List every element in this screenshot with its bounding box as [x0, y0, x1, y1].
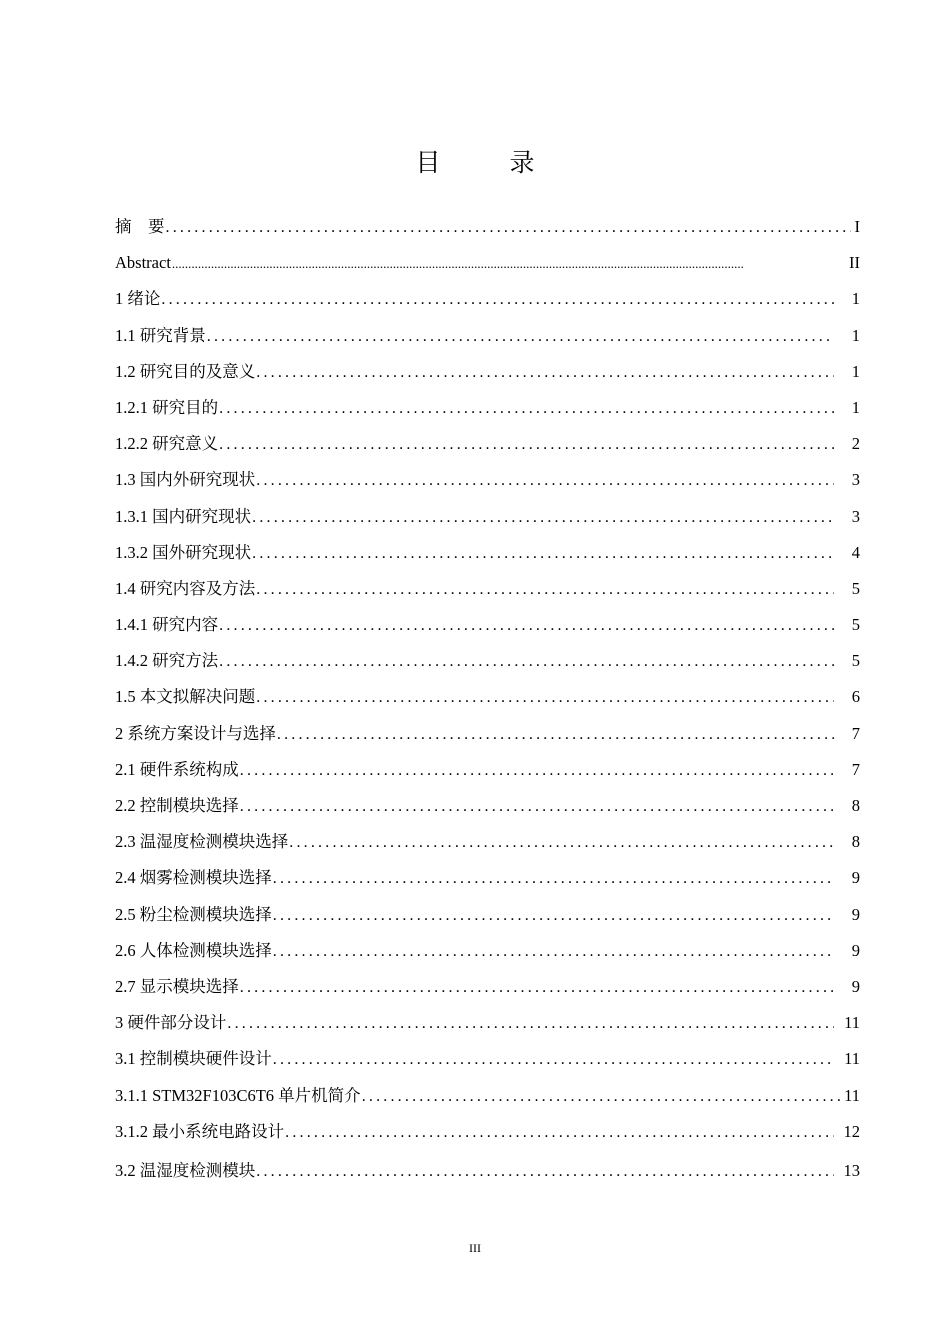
toc-entry-1-4-1[interactable]	[115, 611, 860, 647]
toc-entry-1-2-2[interactable]	[115, 430, 860, 466]
toc-leader-dots	[256, 359, 834, 387]
toc-entry-label: 1.4.1 研究内容	[115, 615, 219, 635]
toc-entry-label: 3 硬件部分设计	[115, 1013, 227, 1033]
toc-leader-dots	[219, 648, 834, 676]
toc-entry-2-2[interactable]	[115, 792, 860, 828]
toc-entry-2-6[interactable]	[115, 937, 860, 973]
toc-entry-label: 1.2.1 研究目的	[115, 397, 219, 417]
toc-entry-page: 1	[851, 325, 860, 345]
toc-leader-dots	[219, 431, 834, 459]
toc-entry-chapter-2[interactable]	[115, 720, 860, 756]
toc-entry-label: 1.1 研究背景	[115, 325, 206, 345]
toc-entry-2-1[interactable]	[115, 756, 860, 792]
toc-entry-1-5[interactable]	[115, 683, 860, 719]
toc-entry-page: 5	[851, 651, 860, 671]
toc-entry-label: Abstract	[115, 253, 171, 273]
toc-leader-dots	[273, 1046, 834, 1074]
toc-entry-label: 3.1.1 STM32F103C6T6 单片机简介	[115, 1085, 361, 1105]
toc-entry-abstract-cn[interactable]	[115, 213, 860, 249]
toc-entry-page: 8	[851, 796, 860, 815]
toc-leader-dots	[289, 829, 834, 857]
toc-entry-2-7[interactable]	[115, 973, 860, 1009]
toc-entry-page: 5	[851, 615, 860, 635]
toc-leader-dots	[273, 938, 834, 966]
toc-entry-label: 3.1.2 最小系统电路设计	[115, 1121, 285, 1141]
toc-entry-2-4[interactable]	[115, 864, 860, 900]
toc-entry-label: 3.2 温湿度检测模块	[115, 1160, 256, 1180]
toc-entry-page: 3	[851, 470, 860, 490]
toc-leader-dots	[252, 504, 834, 532]
toc-leader-dots	[273, 902, 834, 930]
toc-entry-3-1-2[interactable]	[115, 1118, 860, 1154]
toc-leader-dots	[166, 214, 851, 242]
toc-entry-label: 2 系统方案设计与选择	[115, 723, 276, 743]
toc-entry-3-1-1[interactable]	[115, 1082, 860, 1118]
toc-leader-dots	[256, 684, 834, 712]
toc-leader-dots	[256, 576, 834, 604]
toc-entry-1-3-2[interactable]	[115, 539, 860, 575]
toc-entry-label: 1 绪论	[115, 289, 161, 309]
toc-entry-page: I	[854, 217, 860, 236]
toc-entry-page: 4	[851, 542, 860, 562]
toc-leader-dots	[240, 974, 834, 1002]
toc-entry-2-5[interactable]	[115, 901, 860, 937]
toc-leader-dots	[219, 612, 834, 640]
toc-entry-page: 3	[851, 506, 860, 526]
toc-leader-dots	[161, 286, 834, 314]
toc-entry-3-1[interactable]	[115, 1045, 860, 1081]
toc-entry-page: 5	[851, 578, 860, 598]
toc-leader-dots	[227, 1010, 834, 1038]
toc-entry-page: 12	[843, 1121, 860, 1141]
toc-entry-3-2[interactable]	[115, 1157, 860, 1193]
toc-entry-label: 2.3 温湿度检测模块选择	[115, 832, 289, 852]
page-title: 目 录	[415, 148, 557, 177]
toc-entry-page: 9	[851, 940, 860, 960]
toc-entry-page: 9	[851, 868, 860, 888]
toc-entry-page: 7	[851, 723, 860, 743]
toc-entry-page: 1	[851, 361, 860, 381]
toc-entry-page: 13	[843, 1160, 860, 1180]
toc-leader-dots	[285, 1119, 834, 1147]
table-of-contents	[115, 213, 860, 1193]
toc-entry-page: 9	[851, 904, 860, 924]
toc-entry-page: 8	[851, 832, 860, 852]
toc-leader-dots	[219, 395, 834, 423]
toc-entry-page: 11	[844, 1085, 860, 1105]
toc-entry-page: 1	[851, 397, 860, 417]
toc-entry-label: 1.2 研究目的及意义	[115, 361, 256, 381]
toc-entry-label: 1.3.2 国外研究现状	[115, 542, 252, 562]
toc-entry-1-3[interactable]	[115, 466, 860, 502]
toc-entry-1-3-1[interactable]	[115, 503, 860, 539]
toc-entry-label: 2.4 烟雾检测模块选择	[115, 868, 272, 888]
toc-entry-label: 1.2.2 研究意义	[115, 434, 219, 454]
toc-leader-dots	[273, 865, 834, 893]
toc-entry-1-2-1[interactable]	[115, 394, 860, 430]
toc-entry-label: 2.2 控制模块选择	[115, 796, 239, 815]
toc-entry-label: 1.4 研究内容及方法	[115, 578, 256, 598]
toc-entry-chapter-1[interactable]	[115, 285, 860, 321]
toc-entry-page: 2	[851, 434, 860, 454]
toc-entry-1-4-2[interactable]	[115, 647, 860, 683]
page-number: III	[469, 1241, 481, 1255]
toc-entry-label: 1.4.2 研究方法	[115, 651, 219, 671]
toc-entry-label: 2.1 硬件系统构成	[115, 759, 239, 779]
toc-entry-page: 11	[844, 1049, 860, 1069]
toc-entry-page: 6	[851, 687, 860, 707]
toc-leader-dots	[256, 467, 834, 495]
toc-entry-label: 摘 要	[115, 217, 165, 236]
toc-leader-dots	[207, 323, 834, 351]
toc-entry-1-4[interactable]	[115, 575, 860, 611]
toc-entry-page: 1	[851, 289, 860, 309]
toc-entry-label: 1.3 国内外研究现状	[115, 470, 256, 490]
toc-leader-dots	[172, 250, 845, 278]
toc-leader-dots	[240, 757, 834, 785]
toc-entry-label: 1.3.1 国内研究现状	[115, 506, 252, 526]
toc-entry-label: 3.1 控制模块硬件设计	[115, 1049, 272, 1069]
toc-entry-2-3[interactable]	[115, 828, 860, 864]
toc-entry-abstract-en[interactable]	[115, 249, 860, 285]
toc-entry-label: 2.5 粉尘检测模块选择	[115, 904, 272, 924]
toc-leader-dots	[277, 721, 834, 749]
toc-entry-1-1[interactable]	[115, 322, 860, 358]
toc-leader-dots	[256, 1158, 834, 1186]
toc-entry-label: 1.5 本文拟解决问题	[115, 687, 256, 707]
toc-entry-chapter-3[interactable]	[115, 1009, 860, 1045]
toc-entry-1-2[interactable]	[115, 358, 860, 394]
toc-entry-page: II	[849, 253, 860, 273]
toc-entry-page: 7	[851, 759, 860, 779]
toc-entry-label: 2.6 人体检测模块选择	[115, 940, 272, 960]
toc-leader-dots	[252, 540, 834, 568]
toc-entry-page: 11	[844, 1013, 860, 1033]
toc-leader-dots	[362, 1083, 840, 1111]
toc-leader-dots	[240, 793, 834, 821]
toc-entry-label: 2.7 显示模块选择	[115, 976, 239, 996]
toc-entry-page: 9	[851, 976, 860, 996]
